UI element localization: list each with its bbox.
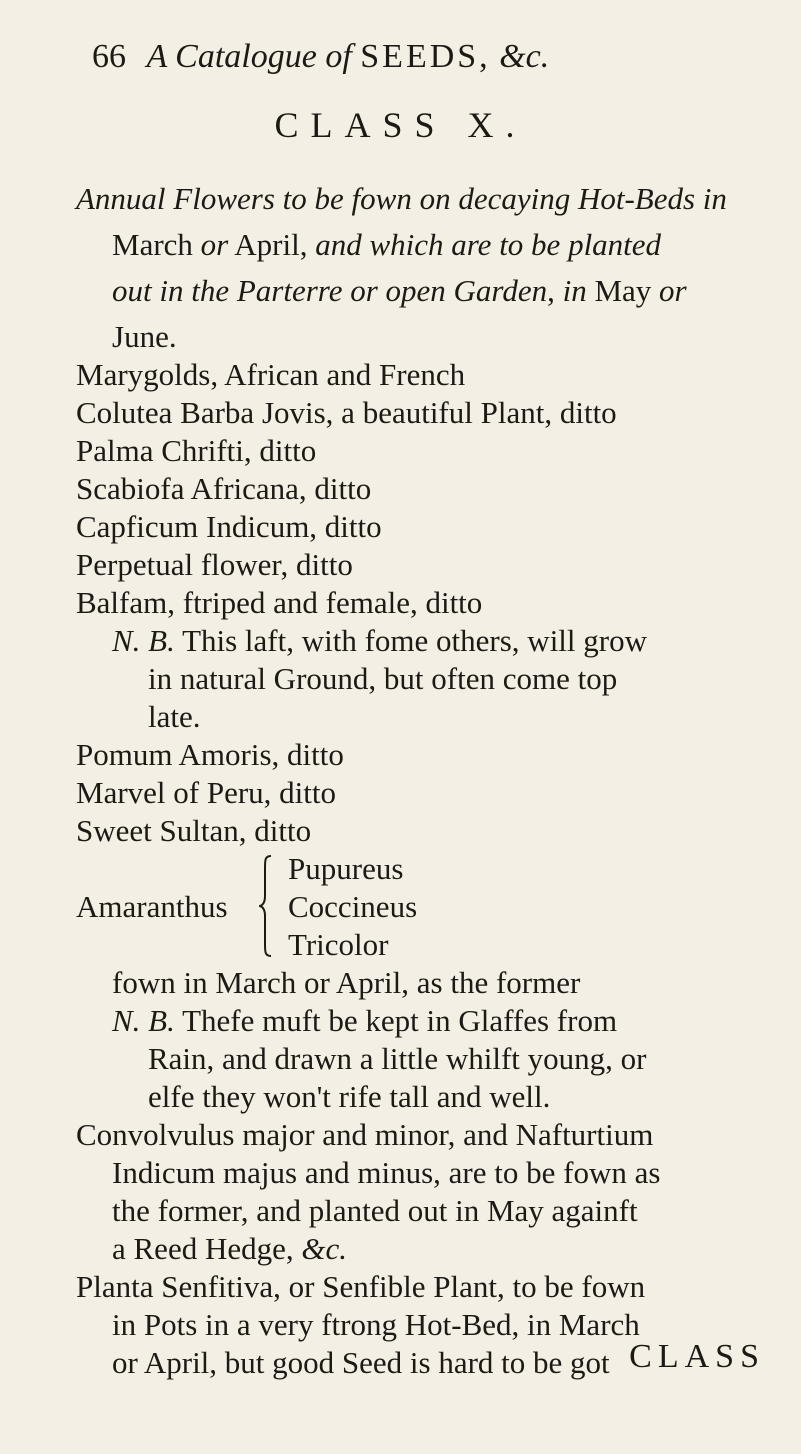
curly-brace-icon bbox=[259, 854, 273, 958]
note-line bbox=[76, 1078, 660, 1116]
amaranthus-option: Tricolor bbox=[288, 927, 389, 962]
intro-text: or bbox=[200, 227, 229, 262]
list-item: Capficum Indicum, ditto bbox=[76, 509, 382, 544]
page-number: 66 bbox=[92, 38, 126, 75]
intro-text: and which are to be planted bbox=[315, 227, 662, 262]
list-item: Scabiofa Africana, ditto bbox=[76, 471, 372, 506]
intro-line-2 bbox=[76, 222, 766, 268]
amaranthus-group bbox=[76, 850, 660, 964]
note-text: elfe they won't rife tall and well. bbox=[148, 1079, 551, 1114]
intro-text: May bbox=[586, 273, 660, 308]
list-item: Balfam, ftriped and female, ditto bbox=[76, 585, 483, 620]
planta-line: or April, but good Seed is hard to be got bbox=[112, 1345, 610, 1380]
list-item: Sweet Sultan, ditto bbox=[76, 813, 312, 848]
list-item: Marvel of Peru, ditto bbox=[76, 775, 337, 810]
note-text: Thefe muft be kept in Glaffes from bbox=[174, 1003, 618, 1038]
header-title-caps: SEEDS, bbox=[360, 38, 491, 75]
intro-line-3 bbox=[76, 268, 766, 314]
list-item: Marygolds, African and French bbox=[76, 357, 466, 392]
list-item: Colutea Barba Jovis, a beautiful Plant, ditto bbox=[76, 395, 617, 430]
note-label: N. B. bbox=[112, 623, 175, 658]
catchword: CLASS bbox=[629, 1338, 765, 1375]
intro-text: April, bbox=[228, 227, 316, 262]
class-heading: CLASS X. bbox=[274, 105, 527, 145]
amaranthus-option: Coccineus bbox=[288, 889, 418, 924]
seed-list bbox=[76, 356, 660, 1382]
note-line bbox=[76, 698, 660, 736]
note-line bbox=[76, 1002, 660, 1040]
intro-paragraph bbox=[76, 176, 766, 360]
amaranthus-label: Amaranthus bbox=[76, 889, 228, 924]
note-line bbox=[76, 622, 660, 660]
convolvulus-line: Indicum majus and minus, are to be fown as bbox=[112, 1155, 661, 1190]
planta-line: Planta Senfitiva, or Senfible Plant, to be fown bbox=[76, 1269, 646, 1304]
note-text: late. bbox=[148, 699, 201, 734]
intro-line-1: Annual Flowers to be fown on decaying Hot-Beds in bbox=[76, 181, 727, 216]
planta-line: in Pots in a very ftrong Hot-Bed, in March bbox=[112, 1307, 640, 1342]
note-label: N. B. bbox=[112, 1003, 175, 1038]
convolvulus-text: a Reed Hedge, bbox=[112, 1231, 302, 1266]
intro-text: or bbox=[659, 273, 687, 308]
header-etc: &c. bbox=[499, 38, 550, 75]
header-title: A Catalogue of bbox=[146, 38, 352, 75]
amaranthus-option: Pupureus bbox=[288, 851, 404, 886]
intro-text: , bbox=[547, 273, 563, 308]
sown-line: fown in March or April, as the former bbox=[112, 965, 581, 1000]
note-line bbox=[76, 1040, 660, 1078]
convolvulus-line bbox=[76, 1230, 660, 1268]
list-item: Perpetual flower, ditto bbox=[76, 547, 353, 582]
running-header bbox=[92, 38, 549, 76]
note-line bbox=[76, 660, 660, 698]
intro-text: in bbox=[562, 273, 587, 308]
intro-text: March bbox=[112, 227, 201, 262]
note-text: This laft, with fome others, will grow bbox=[174, 623, 647, 658]
intro-line-4: June. bbox=[112, 319, 177, 354]
convolvulus-line: Convolvulus major and minor, and Nafturtium bbox=[76, 1117, 654, 1152]
intro-text: out in the Parterre or open Garden bbox=[112, 273, 548, 308]
list-item: Pomum Amoris, ditto bbox=[76, 737, 344, 772]
list-item: Palma Chrifti, ditto bbox=[76, 433, 317, 468]
note-text: Rain, and drawn a little whilft young, or bbox=[148, 1041, 647, 1076]
convolvulus-etc: &c. bbox=[301, 1231, 347, 1266]
convolvulus-line: the former, and planted out in May againft bbox=[112, 1193, 638, 1228]
note-text: in natural Ground, but often come top bbox=[148, 661, 618, 696]
